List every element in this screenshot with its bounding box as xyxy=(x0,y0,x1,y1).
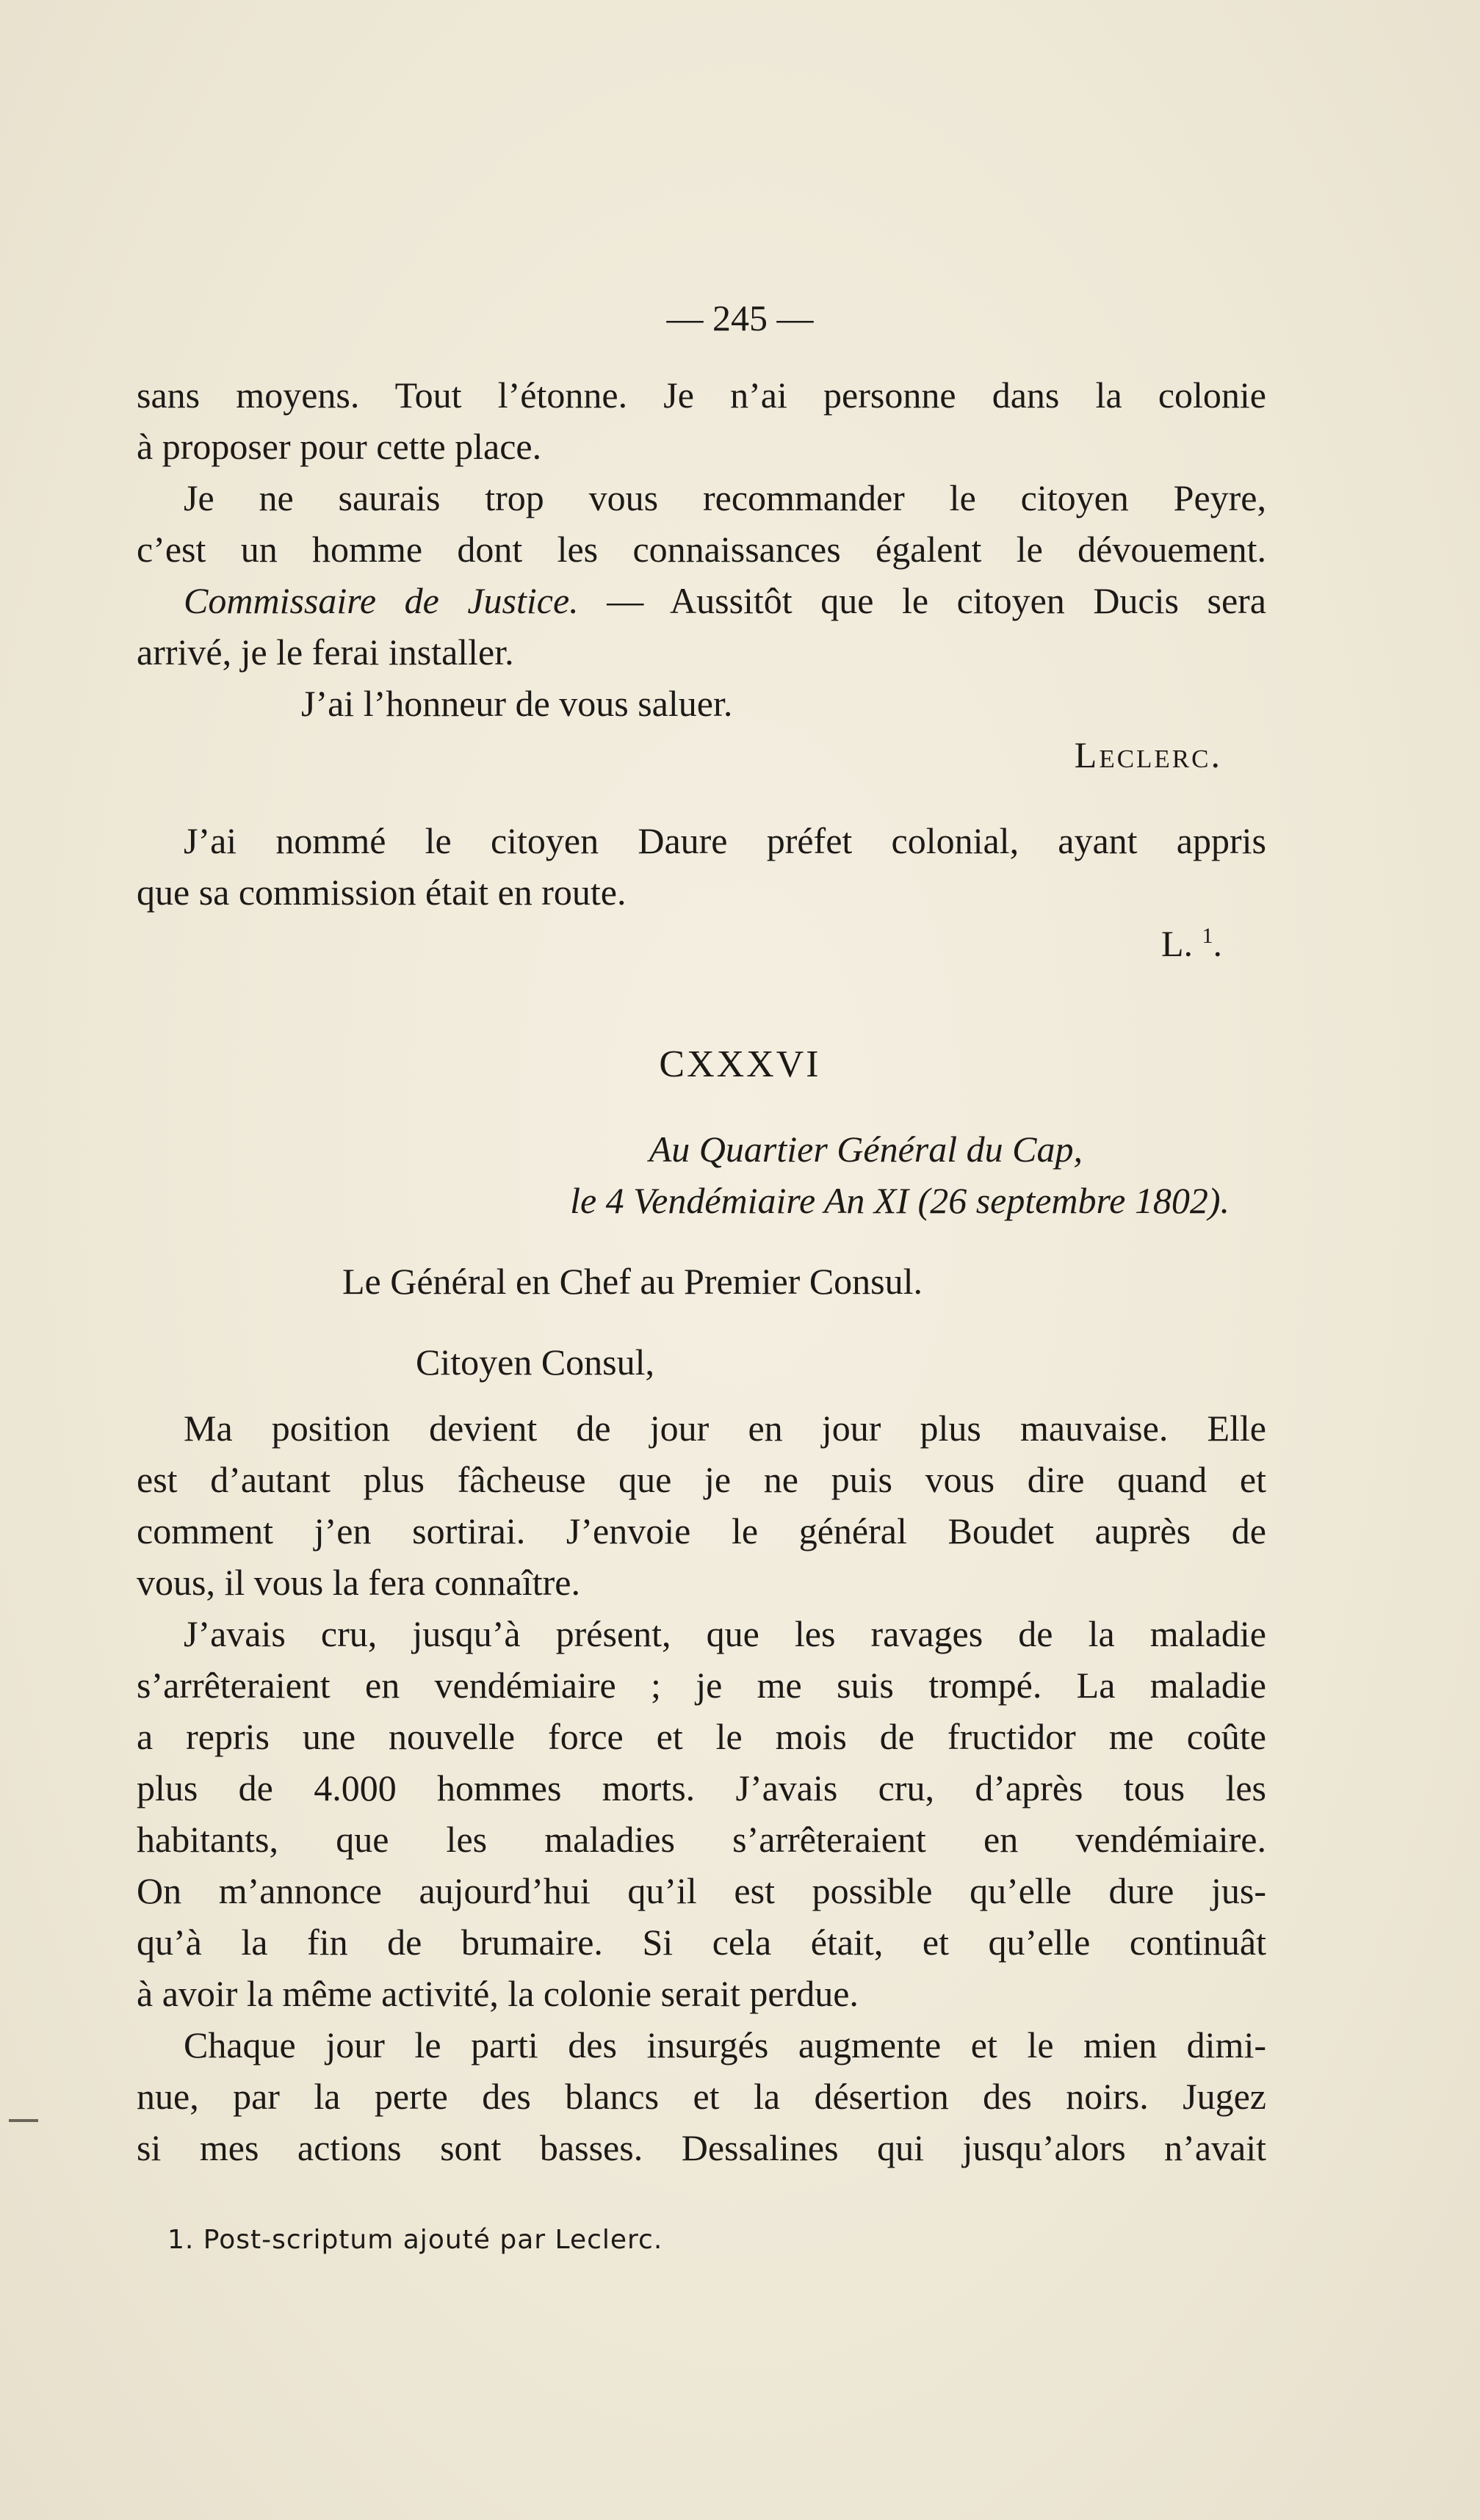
dateline-date: le 4 Vendémiaire An XI (26 septembre 1802). xyxy=(570,1180,1230,1221)
letter-body xyxy=(137,1402,1266,2173)
text-line: c’est un homme dont les connaissances égalent le dévouement. xyxy=(137,529,1266,570)
body-line: On m’annonce aujourd’hui qu’il est possible qu’elle dure jus- xyxy=(137,1870,1266,1911)
signature: Leclerc. xyxy=(1074,734,1222,775)
commissaire-line xyxy=(137,575,1266,626)
body-line: nue, par la perte des blancs et la désertion des noirs. Jugez xyxy=(137,2076,1266,2117)
body-line: Ma position devient de jour en jour plus mauvaise. Elle xyxy=(184,1408,1266,1449)
margin-mark xyxy=(9,2119,38,2122)
address-block xyxy=(137,1256,1266,1307)
ps-signature: L. xyxy=(1160,923,1193,964)
letter-number: CXXXVI xyxy=(659,1043,821,1085)
body-line: vous, il vous la fera connaître. xyxy=(137,1562,580,1603)
upper-text-block xyxy=(137,369,1266,781)
text-line: sans moyens. Tout l’étonne. Je n’ai personne dans la colonie xyxy=(137,374,1266,416)
body-line: a repris une nouvelle force et le mois de fructidor me coûte xyxy=(137,1716,1266,1757)
text-line: que sa commission était en route. xyxy=(137,872,627,913)
body-line: s’arrêteraient en vendémiaire ; je me suis trompé. La maladie xyxy=(137,1665,1266,1706)
body-line: si mes actions sont basses. Dessalines qui jusqu’alors n’avait xyxy=(137,2127,1266,2168)
greeting: Citoyen Consul, xyxy=(416,1342,655,1383)
commissaire-rest: — Aussitôt que le citoyen Ducis sera xyxy=(578,580,1267,621)
footnote-mark: 1 xyxy=(1202,924,1213,948)
body-line: à avoir la même activité, la colonie serait perdue. xyxy=(137,1973,859,2014)
body-line: est d’autant plus fâcheuse que je ne puis vous dire quand et xyxy=(137,1459,1266,1500)
text-line: Je ne saurais trop vous recommander le citoyen Peyre, xyxy=(184,477,1266,518)
text-line: J’ai nommé le citoyen Daure préfet colonial, ayant appris xyxy=(184,820,1266,861)
salutation: J’ai l’honneur de vous saluer. xyxy=(301,683,733,724)
greeting-block xyxy=(137,1336,1266,1388)
address: Le Général en Chef au Premier Consul. xyxy=(342,1261,923,1302)
body-line: habitants, que les maladies s’arrêteraient en vendémiaire. xyxy=(137,1819,1266,1860)
page-number: — 245 — xyxy=(666,297,814,338)
text-line: à proposer pour cette place. xyxy=(137,426,542,467)
ps-signature-line xyxy=(137,918,1266,969)
second-text-block xyxy=(137,815,1266,969)
ps-signature-end: . xyxy=(1213,923,1222,964)
body-line: J’avais cru, jusqu’à présent, que les ravages de la maladie xyxy=(184,1613,1266,1654)
body-line: Chaque jour le parti des insurgés augmente et le mien dimi- xyxy=(184,2024,1266,2065)
dateline xyxy=(137,1123,1230,1226)
dateline-place: Au Quartier Général du Cap, xyxy=(649,1129,1083,1170)
body-line: comment j’en sortirai. J’envoie le général Boudet auprès de xyxy=(137,1510,1266,1552)
body-line: plus de 4.000 hommes morts. J’avais cru, d’après tous les xyxy=(137,1767,1266,1808)
commissaire-label: Commissaire de Justice. xyxy=(184,580,579,621)
footnote: 1. Post-scriptum ajouté par Leclerc. xyxy=(167,2225,663,2255)
body-line: qu’à la fin de brumaire. Si cela était, et qu’elle continuât xyxy=(137,1922,1266,1963)
text-line: arrivé, je le ferai installer. xyxy=(137,631,514,673)
